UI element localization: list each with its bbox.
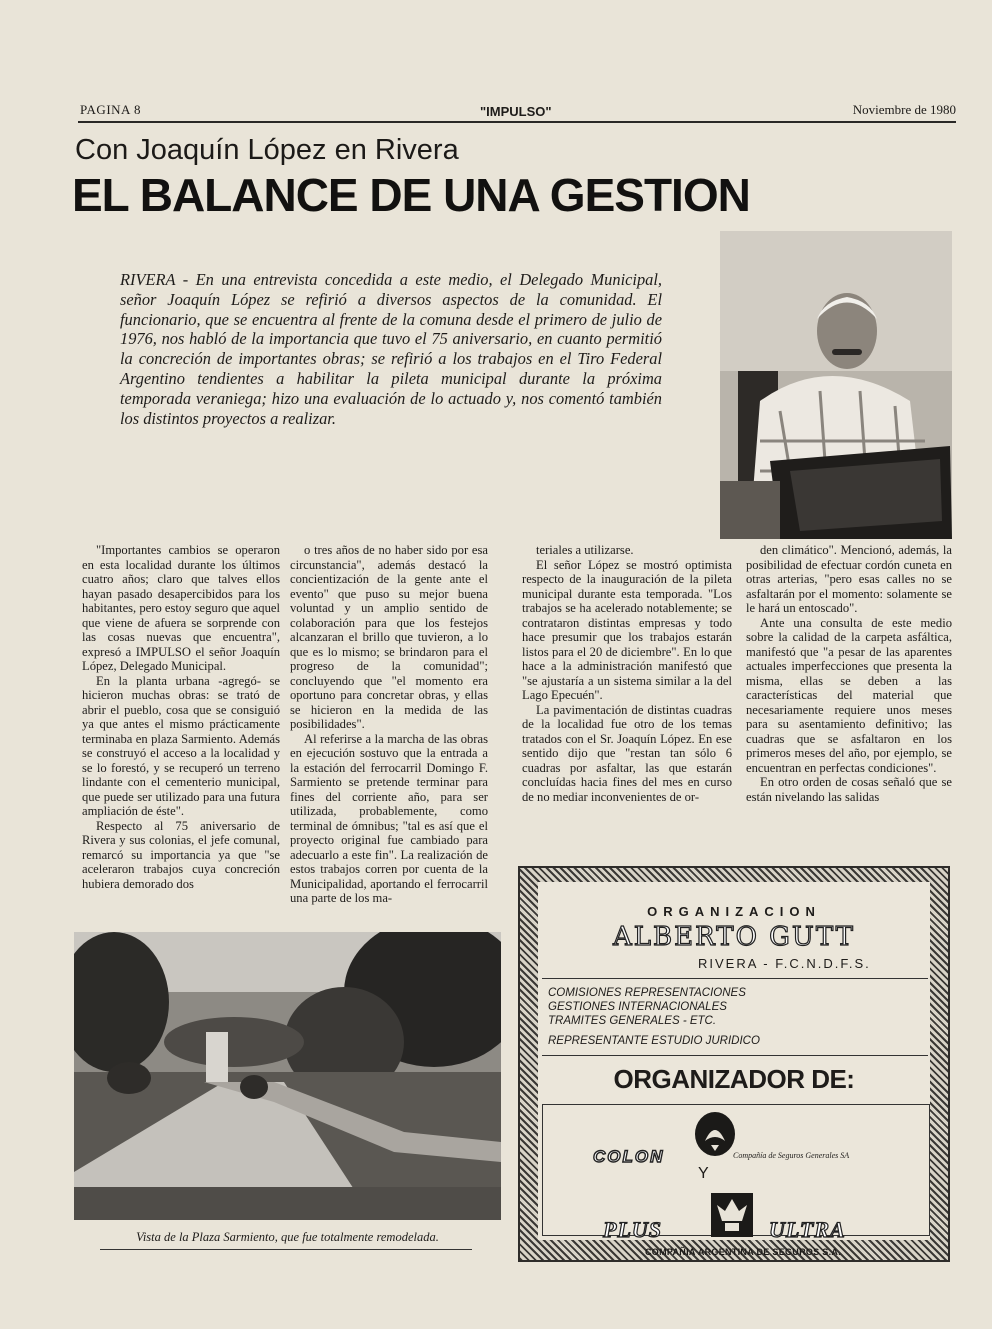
colon-subtitle: Compañía de Seguros Generales SA [733,1151,850,1160]
paragraph: En otro orden de cosas señaló que se están nivelando las salidas [746,775,952,804]
portrait-photo [720,231,952,539]
plus-ultra-name-2: ULTRA [769,1217,846,1242]
article-title: EL BALANCE DE UNA GESTION [72,169,750,221]
advertisement [518,866,950,1262]
header-rule [78,121,956,123]
paragraph: Respecto al 75 aniversario de Rivera y sus colonias, el jefe comunal, remarcó su importancia ya que "se aceleraron trabajos cuya concreción hubiera demorado dos [82,818,280,891]
plaza-illustration [74,932,501,1220]
paragraph: "Importantes cambios se operaron en esta localidad durante los últimos cuatro años; claro que talves ellos hayan pasado desapercibidos para los habitantes, pero estoy seguro que aquel que viene de afuera se sorprende con las cosas nuevas que encuentra", expresó a IMPULSO el señor Joaquín López, Delegado Municipal. [82,543,280,673]
article-lead: RIVERA - En una entrevista concedida a este medio, el Delegado Municipal, señor Joaquín López se refirió a diversos aspectos de la comunidad. El funcionario, que se encuentra al frente de la comuna desde el primero de julio de 1976, nos habló de la importancia que tuvo el 75 aniversario, en cuanto permitió la concreción de importantes obras; se refirió a los trabajos en el Tiro Federal Argentino tendientes a habilitar la pileta municipal durante la próxima temporada veraniega; hizo una evaluación de lo actuado y, nos comentó también los distintos proyectos a realizar. [120,270,662,428]
ad-company-name: ALBERTO GUTT [612,922,856,952]
paragraph: El señor López se mostró optimista respecto de la inauguración de la pileta municipal durante esta temporada. "Los trabajos se ha acelerado notablemente; se contrataron distintas empresas y todo hace presumir que los trabajos estarán listos para el 20 de diciembre". En lo que hace a la administración manifestó que "se ajustaría a un sistema similar a la del Lago Epecuén". [522,557,732,702]
paragraph: teriales a utilizarse. [536,543,634,557]
colon-logo-icon [693,1111,737,1157]
ad-panel [538,882,930,1257]
caption-rule [100,1249,472,1250]
ad-services-box [542,978,928,1056]
page-number: PAGINA 8 [80,102,141,117]
column-2 [290,543,488,906]
column-1 [82,543,280,891]
ad-organizer-heading: ORGANIZADOR DE: [613,1064,855,1094]
issue-date: Noviembre de 1980 [852,102,956,117]
paragraph: La pavimentación de distintas cuadras de la localidad fue otro de los temas tratados con el Sr. Joaquín López. En ese sentido dijo que "restan tan sólo 6 cuadras por asfaltar, las que estarán concluídas hacia fines del mes en curso de no mediar inconvenientes de or- [522,702,732,804]
paragraph: En la planta urbana -agregó- se hicieron muchas obras: se trató de abrir el pueblo, cosa que se consiguió ya que antes el mismo prácticamente terminaba en plaza Sarmiento. Además se construyó el acceso a la localidad y se lo forestó, y se recuperó un terreno lindante con el cementerio municipal, que puede ser utilizado para una futura ampliación de éste". [82,673,280,818]
paragraph: Al referirse a la marcha de las obras en ejecución sostuvo que la entrada a la estación del ferrocarril Domingo F. Sarmiento se pretende terminar para fines del corriente año, para ser utilizada, probablemente, como terminal de ómnibus; "tal es así que el proyecto original fue cambiado para adecuarlo a este fin". La realización de estos trabajos corren por cuenta de la Municipalidad, aportando el ferrocarril una parte de los ma- [290,731,488,905]
column-4 [746,543,952,804]
ad-org-label: ORGANIZACION [647,904,821,919]
plaza-photo [74,932,501,1220]
newspaper-name: "IMPULSO" [480,104,552,119]
plus-ultra-name-1: PLUS [603,1217,662,1242]
article-subtitle: Con Joaquín López en Rivera [75,134,459,166]
plus-ultra-subtitle: COMPAÑIA ARGENTINA DE SEGUROS S.A. [644,1247,842,1257]
ad-insurers-box [542,1104,930,1257]
portrait-illustration [720,231,952,539]
ad-service: TRAMITES GENERALES - ETC. [548,1015,717,1027]
photo-caption: Vista de la Plaza Sarmiento, que fue totalmente remodelada. [136,1230,439,1244]
plus-ultra-logo-icon [709,1191,755,1239]
colon-name: COLON [593,1147,665,1166]
ad-service: GESTIONES INTERNACIONALES [548,1001,727,1013]
conjunction: Y [698,1165,709,1182]
ad-studio: REPRESENTANTE ESTUDIO JURIDICO [548,1035,760,1047]
paragraph: o tres años de no haber sido por esa circunstancia", además destacó la concientización de la gente ante el evento" que puso su mejor buena voluntad y un amplio sentido de colaboración para que los festejos alcanzaran el brillo que tuvieron, a lo que es lo mismo; se brindaron para el progreso de la comunidad"; concluyendo que "el momento era oportuno para concretar obras, y ellas se hicieron en la medida de las posibilidades". [290,543,488,731]
paragraph: Ante una consulta de este medio sobre la calidad de la carpeta asfáltica, manifestó que "a pesar de las aparentes actuales imperfecciones que presenta la misma, ellas se deben a las características del material que necesariamente requiere unos meses para su asentamiento definitivo; las cuadras que se asfaltaron en los primeros meses del año, por ejemplo, se encuentran en perfectas condiciones". [746,615,952,775]
ad-location: RIVERA - F.C.N.D.F.S. [698,956,871,971]
paragraph: den climático". Mencionó, además, la posibilidad de efectuar cordón cuneta en otras arterias, "pero esas calles no se asfaltarán por el momento: solamente se le hará un entoscado". [746,543,952,615]
ad-service: COMISIONES REPRESENTACIONES [548,987,746,999]
column-3 [522,543,732,804]
